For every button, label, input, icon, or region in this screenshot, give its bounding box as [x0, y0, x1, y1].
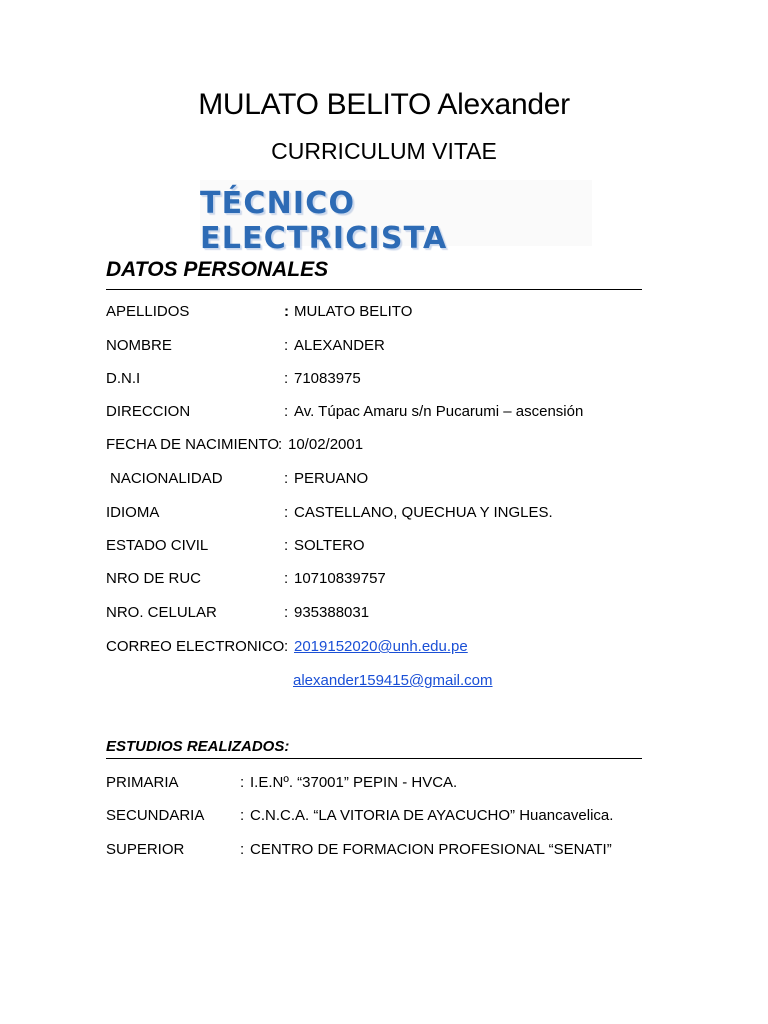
- row-value: PERUANO: [294, 470, 369, 487]
- section-divider: [106, 289, 642, 290]
- row-separator: :: [240, 841, 245, 858]
- row-label: NRO DE RUC: [106, 570, 202, 587]
- row-separator: :: [284, 403, 289, 420]
- row-value: CENTRO DE FORMACION PROFESIONAL “SENATI”: [250, 841, 612, 858]
- row-separator: :: [284, 604, 289, 621]
- section-heading-datos-personales: DATOS PERSONALES: [106, 258, 329, 281]
- row-separator: :: [284, 504, 289, 521]
- row-label: APELLIDOS: [106, 303, 190, 320]
- profession-banner: [200, 180, 592, 256]
- row-value: MULATO BELITO: [294, 303, 413, 320]
- row-value: C.N.C.A. “LA VITORIA DE AYACUCHO” Huancavelica.: [250, 807, 614, 824]
- row-value: I.E.Nº. “37001” PEPIN - HVCA.: [250, 774, 458, 791]
- row-value: 935388031: [294, 604, 370, 621]
- row-separator: :: [240, 774, 245, 791]
- row-value: 10710839757: [294, 570, 386, 587]
- section-divider: [106, 758, 642, 759]
- row-label: NRO. CELULAR: [106, 604, 217, 621]
- row-separator: :: [284, 470, 289, 487]
- profession-title: TÉCNICO ELECTRICISTA: [200, 186, 448, 256]
- row-label: IDIOMA: [106, 504, 160, 521]
- row-label: FECHA DE NACIMIENTO: [106, 436, 280, 453]
- row-label: SUPERIOR: [106, 841, 185, 858]
- row-value: Av. Túpac Amaru s/n Pucarumi – ascensión: [294, 403, 584, 420]
- row-value: CASTELLANO, QUECHUA Y INGLES.: [294, 504, 553, 521]
- section-heading-estudios: ESTUDIOS REALIZADOS:: [106, 738, 290, 755]
- row-separator: :: [278, 436, 283, 453]
- cv-subtitle: CURRICULUM VITAE: [271, 138, 497, 164]
- email-link-secondary[interactable]: alexander159415@gmail.com: [293, 672, 493, 689]
- row-value: 71083975: [294, 370, 361, 387]
- row-value: 10/02/2001: [288, 436, 364, 453]
- row-label: PRIMARIA: [106, 774, 179, 791]
- row-label: ESTADO CIVIL: [106, 537, 209, 554]
- row-label: DIRECCION: [106, 403, 191, 420]
- email-link-primary[interactable]: 2019152020@unh.edu.pe: [294, 638, 468, 655]
- row-separator: :: [284, 337, 289, 354]
- row-value: SOLTERO: [294, 537, 365, 554]
- row-label: CORREO ELECTRONICO: [106, 638, 285, 655]
- row-separator: :: [284, 537, 289, 554]
- row-value: ALEXANDER: [294, 337, 385, 354]
- row-label: NACIONALIDAD: [110, 470, 223, 487]
- row-label: D.N.I: [106, 370, 141, 387]
- row-label: NOMBRE: [106, 337, 172, 354]
- row-separator: :: [240, 807, 245, 824]
- row-separator: :: [284, 570, 289, 587]
- row-separator: :: [284, 370, 289, 387]
- row-separator: :: [284, 303, 289, 320]
- row-label: SECUNDARIA: [106, 807, 205, 824]
- row-separator: :: [284, 638, 289, 655]
- cv-name-title: MULATO BELITO Alexander: [198, 88, 570, 121]
